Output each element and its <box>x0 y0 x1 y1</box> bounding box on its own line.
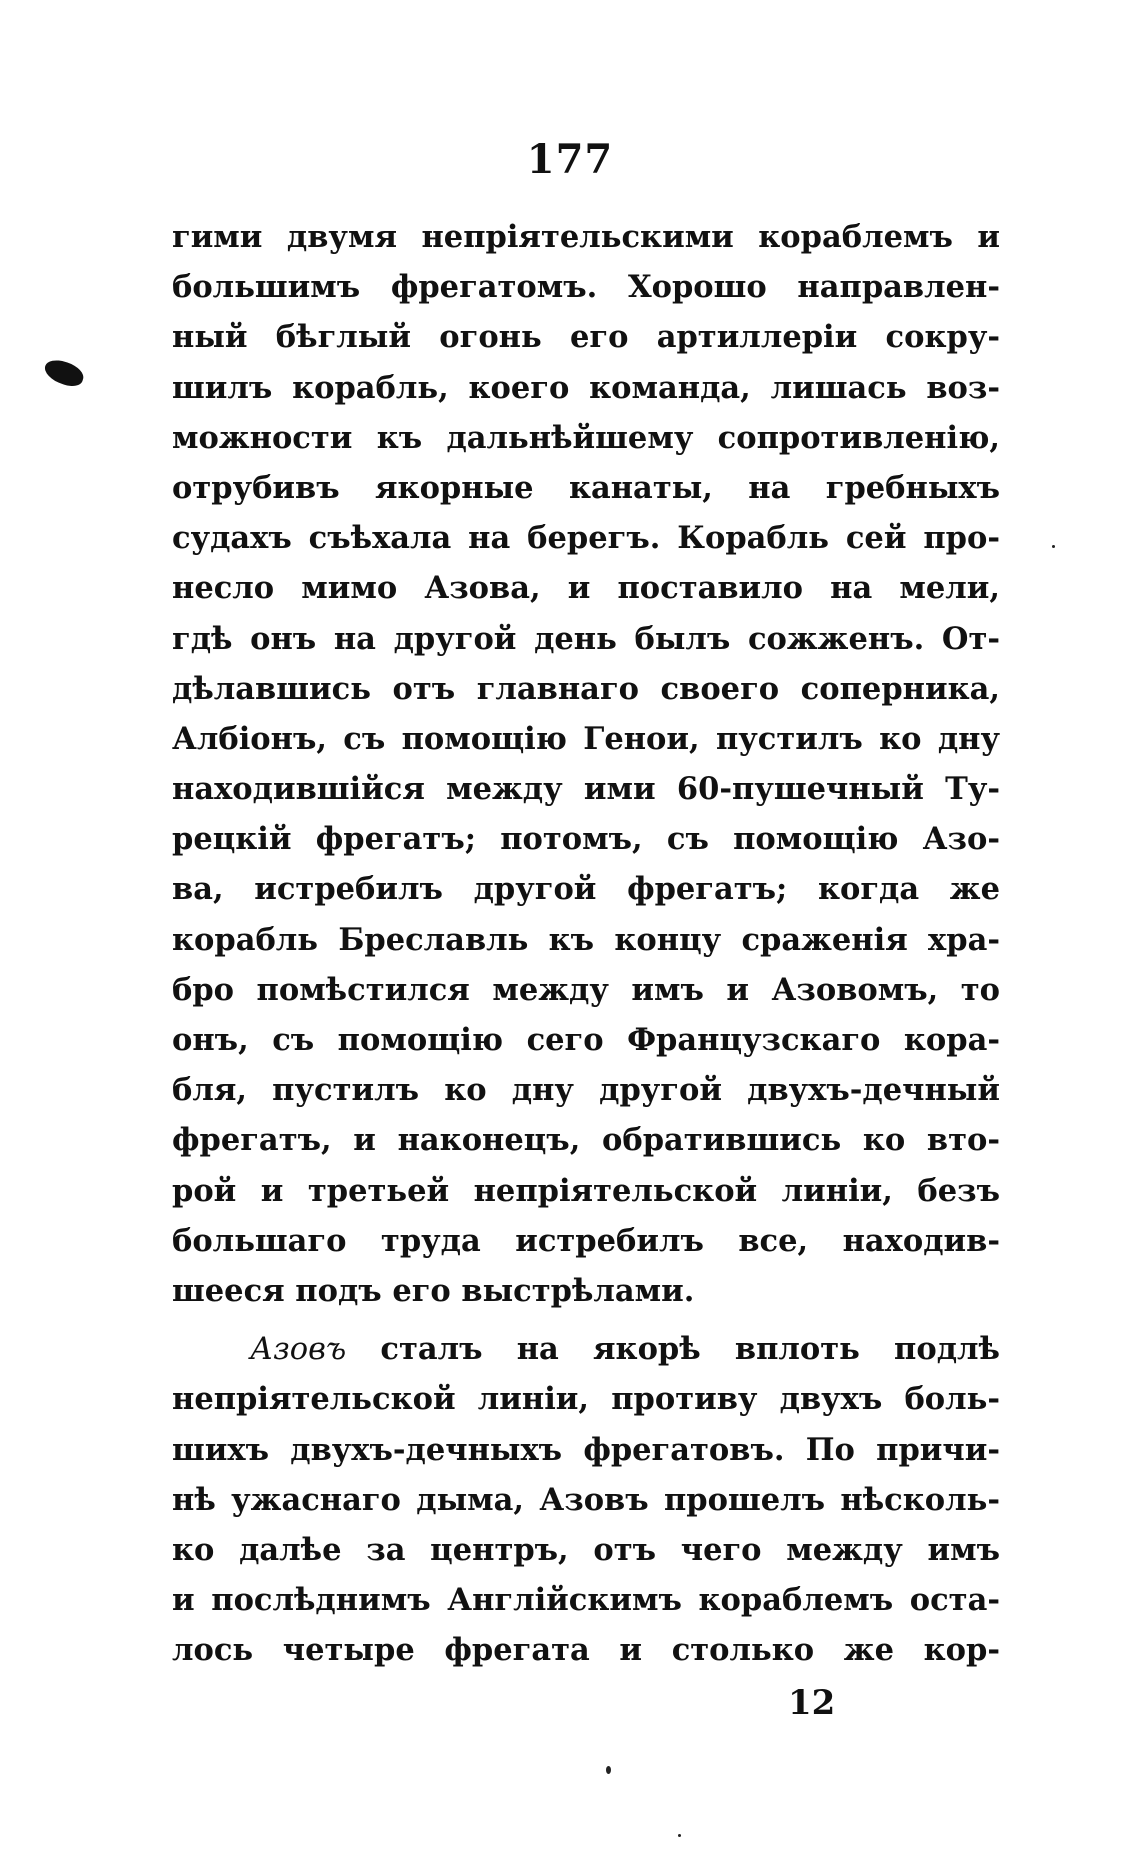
text-line: шееся подъ его выстрѣлами. <box>172 1272 695 1309</box>
text-line: дѣлавшись отъ главнаго своего соперника, <box>172 670 1000 707</box>
ink-speck <box>1052 545 1055 548</box>
text-line: шихъ двухъ-дечныхъ фрегатовъ. По причи- <box>172 1431 1000 1468</box>
text-line: и послѣднимъ Англійскимъ кораблемъ оста- <box>172 1582 1000 1619</box>
text-line: большимъ фрегатомъ. Хорошо направлен- <box>172 269 1000 306</box>
signature-mark: 12 <box>788 1683 836 1723</box>
text-line: судахъ съѣхала на берегъ. Корабль сей про- <box>172 520 1000 557</box>
body-text <box>172 212 1000 1675</box>
paragraph-2 <box>172 1324 1000 1675</box>
text-line: рецкій фрегатъ; потомъ, съ помощію Азо- <box>172 821 1000 858</box>
emphasized-word: Азовъ <box>250 1332 347 1368</box>
ink-blot <box>42 356 87 389</box>
text-line: лось четыре фрегата и столько же кор- <box>172 1632 1000 1669</box>
ink-speck <box>678 1834 681 1837</box>
page-number: 177 <box>526 136 614 183</box>
text-line: корабль Бреславль къ концу сраженія хра- <box>172 921 1000 958</box>
text-line <box>172 1324 1000 1374</box>
text-line: нѣ ужаснаго дыма, Азовъ прошелъ нѣсколь- <box>172 1481 1000 1518</box>
paragraph-1 <box>172 212 1000 1316</box>
text-line: ный бѣглый огонь его артиллеріи сокру- <box>172 319 1000 356</box>
text-line: гими двумя непріятельскими кораблемъ и <box>172 219 1000 255</box>
text-line: гдѣ онъ на другой день былъ сожженъ. От- <box>172 620 1000 657</box>
text-line: можности къ дальнѣйшему сопротивленію, <box>172 419 1000 456</box>
text-line: ва, истребилъ другой фрегатъ; когда же <box>172 871 1000 908</box>
text-line: ко далѣе за центръ, отъ чего между имъ <box>172 1531 1000 1568</box>
text-line: фрегатъ, и наконецъ, обратившись ко вто- <box>172 1122 1000 1159</box>
text-line: онъ, съ помощію сего Французскаго кора- <box>172 1022 1000 1058</box>
text-line: бля, пустилъ ко дну другой двухъ-дечный <box>172 1072 1000 1109</box>
text-line: отрубивъ якорные канаты, на гребныхъ <box>172 469 1000 506</box>
text-line: рой и третьей непріятельской линіи, безъ <box>172 1172 1000 1209</box>
text-line: находившійся между ими 60-пушечный Ту- <box>172 771 1000 808</box>
text-line: непріятельской линіи, противу двухъ боль- <box>172 1381 1000 1418</box>
text-line: бро помѣстился между имъ и Азовомъ, то <box>172 971 1000 1008</box>
text-line: Албіонъ, съ помощію Генои, пустилъ ко дну <box>172 720 1000 757</box>
ink-speck <box>606 1766 611 1774</box>
text-line: большаго труда истребилъ все, находив- <box>172 1222 1000 1259</box>
text-fragment: сталъ на якорѣ вплоть подлѣ <box>346 1331 1000 1368</box>
text-line: несло мимо Азова, и поставило на мели, <box>172 570 1000 607</box>
text-line: шилъ корабль, коего команда, лишась воз- <box>172 369 1000 406</box>
